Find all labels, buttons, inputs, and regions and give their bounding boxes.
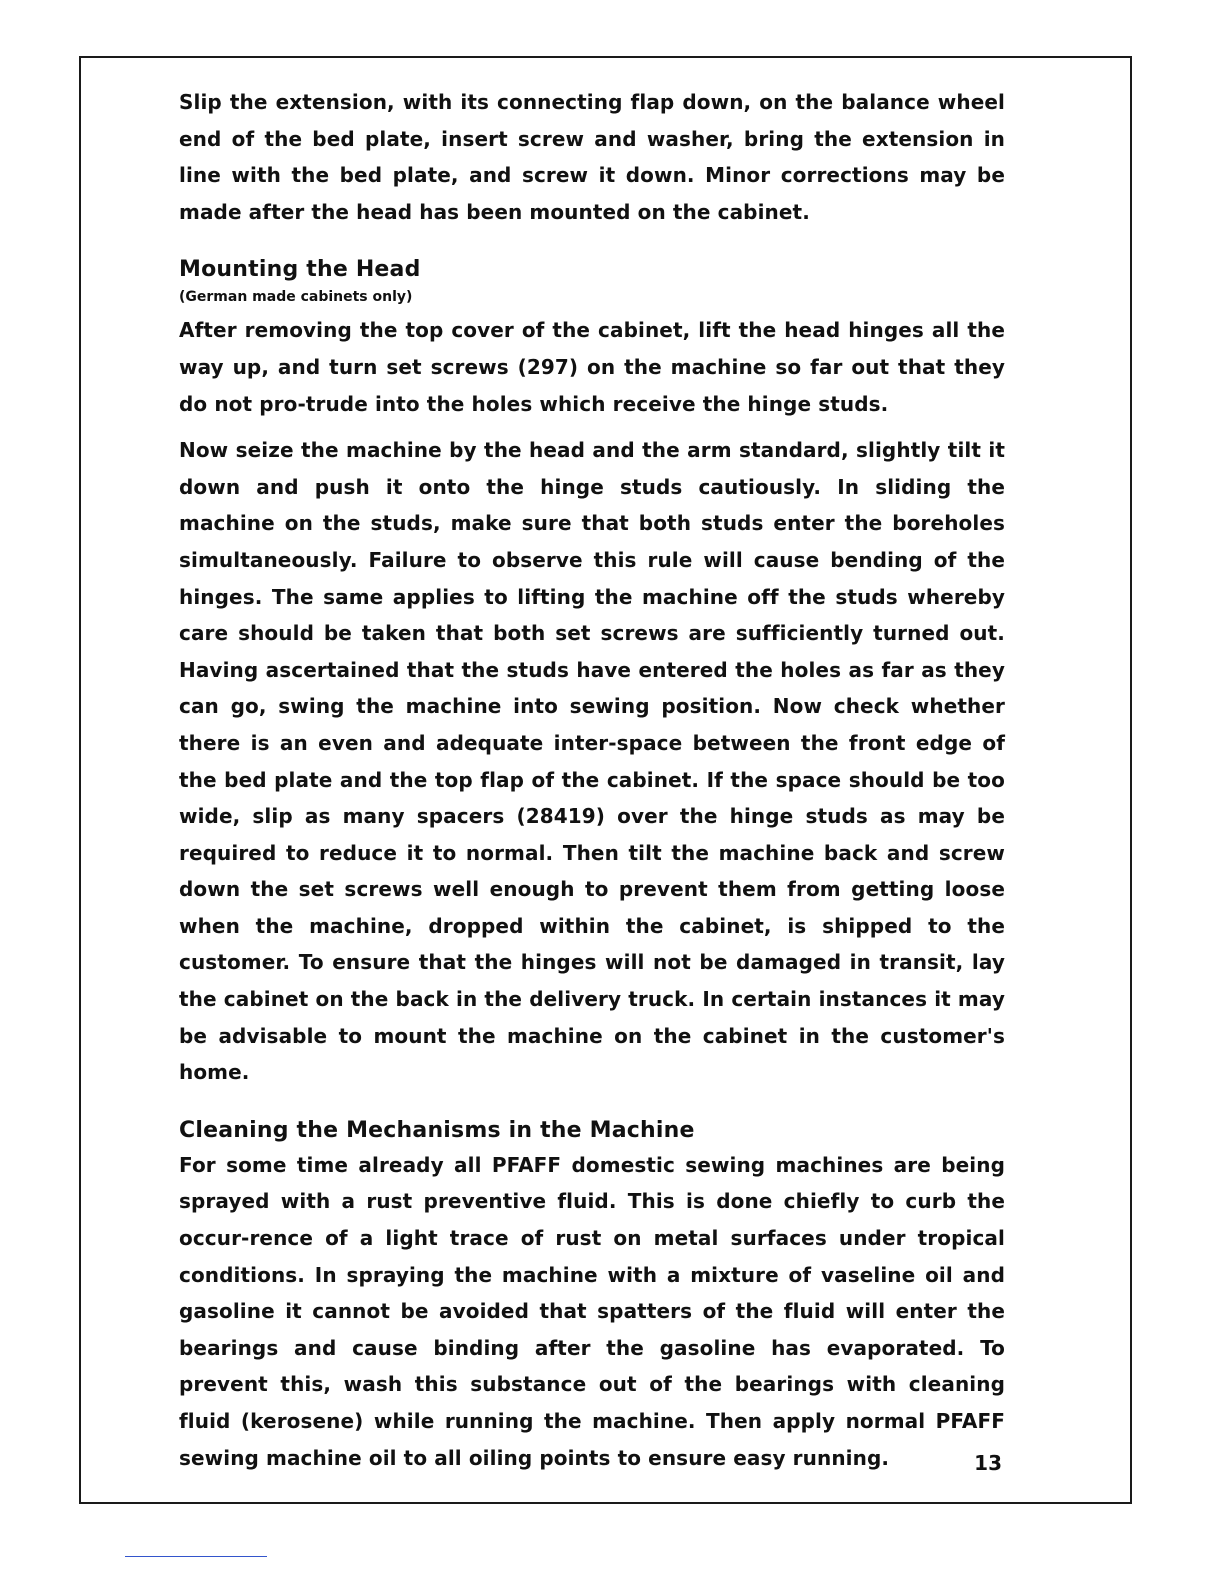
mounting-paragraph-1: After removing the top cover of the cabinet, lift the head hinges all the way up, and turn set screws (297) on the machine so far out that they do not pro-trude into the holes which receive the hinge studs. [179,318,1005,416]
mounting-paragraph-2: Now seize the machine by the head and the arm standard, slightly tilt it down and push it onto the hinge studs cautiously. In sliding the machine on the studs, make sure that both studs enter the boreholes simultaneously. Failure to observe this rule will cause bending of the hinges. The same applies to lifting the machine off the studs whereby care should be taken that both set screws are sufficiently turned out. Having ascertained that the studs have entered the holes as far as they can go, swing the machine into sewing position. Now check whether there is an even and adequate inter-space between the front edge of the bed plate and the top flap of the cabinet. If the space should be too wide, slip as many spacers (28419) over the hinge studs as may be required to reduce it to normal. Then tilt the machine back and screw down the set screws well enough to prevent them from getting loose when the machine, dropped within the cabinet, is shipped to the customer. To ensure that the hinges will not be damaged in transit, lay the cabinet on the back in the delivery truck. In certain instances it may be advisable to mount the machine on the cabinet in the customer's home. [179,438,1005,1085]
section-spacer [179,1091,1005,1115]
section-spacer [179,230,1005,254]
cleaning-heading: Cleaning the Mechanisms in the Machine [179,1117,695,1143]
footer-rule [125,1556,267,1557]
paragraph-spacer [179,422,1005,432]
intro-paragraph: Slip the extension, with its connecting flap down, on the balance wheel end of the bed plate, insert screw and washer, bring the extension in line with the bed plate, and screw it down. Minor corrections may be made after the head has been mounted on the cabinet. [179,90,1005,224]
page-content [179,84,1005,1476]
page-frame [79,56,1132,1504]
page-number: 13 [974,1451,1002,1475]
mounting-heading: Mounting the Head [179,257,421,283]
mounting-note: (German made cabinets only) [179,289,413,306]
cleaning-paragraph: For some time already all PFAFF domestic sewing machines are being sprayed with a rust preventive fluid. This is done chiefly to curb the occur-rence of a light trace of rust on metal surfaces under tropical conditions. In spraying the machine with a mixture of vaseline oil and gasoline it cannot be avoided that spatters of the fluid will enter the bearings and cause binding after the gasoline has evaporated. To prevent this, wash this substance out of the bearings with cleaning fluid (kerosene) while running the machine. Then apply normal PFAFF sewing machine oil to all oiling points to ensure easy running. [179,1152,1005,1470]
